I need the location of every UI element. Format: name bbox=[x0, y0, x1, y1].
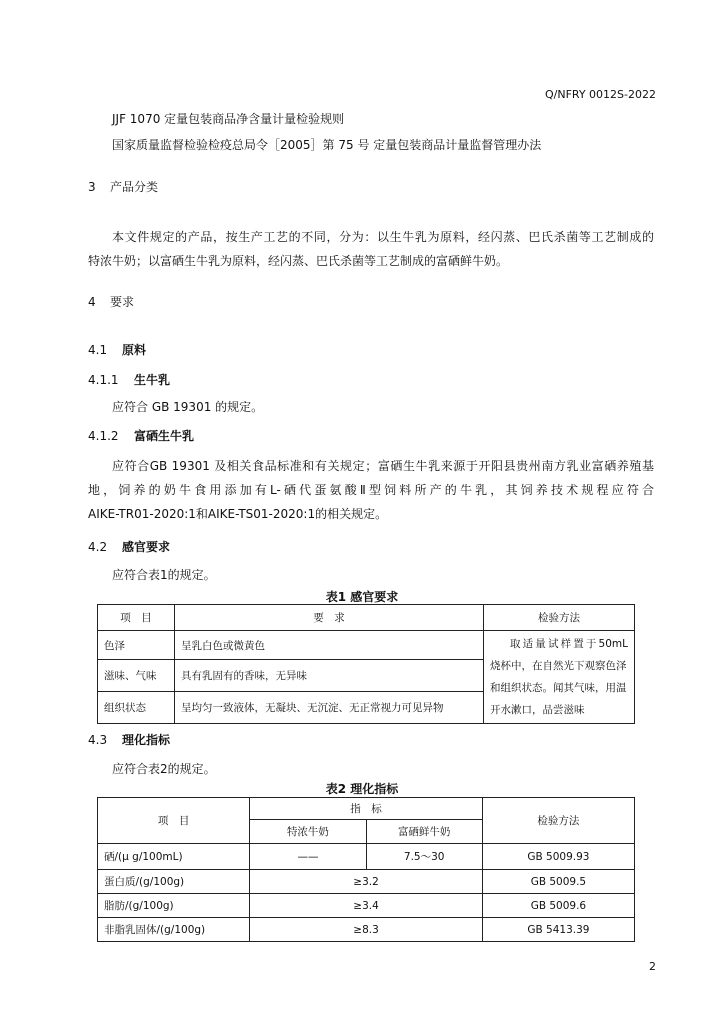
table-row bbox=[98, 870, 635, 894]
table2-value: —— bbox=[250, 844, 366, 870]
section-title: 产品分类 bbox=[110, 180, 159, 194]
section-3-para-line2: 特浓牛奶；以富硒生牛乳为原料，经闪蒸、巴氏杀菌等工艺制成的富硒鲜牛奶。 bbox=[88, 254, 509, 268]
table2-value: 7.5～30 bbox=[366, 844, 482, 870]
section-4-3-text: 应符合表2的规定。 bbox=[112, 762, 216, 776]
table1-method-line: 开水漱口，品尝滋味 bbox=[490, 704, 585, 716]
section-4-heading bbox=[88, 293, 134, 310]
section-title: 生牛乳 bbox=[134, 373, 171, 387]
table2-method: GB 5009.5 bbox=[482, 870, 634, 894]
table1-item: 滋味、气味 bbox=[98, 660, 175, 692]
table1-header-item: 项 目 bbox=[98, 605, 175, 631]
section-4-1-2-line2: 地，饲养的奶牛食用添加有L-硒代蛋氨酸Ⅱ型饲料所产的牛乳，其饲养技术规程应符合 bbox=[88, 483, 654, 497]
table1-header-requirement: 要 求 bbox=[175, 605, 484, 631]
table2-subheader-fuxi: 富硒鲜牛奶 bbox=[366, 820, 482, 844]
section-4-1-heading bbox=[88, 341, 146, 358]
section-3-para-line1: 本文件规定的产品，按生产工艺的不同，分为：以生牛乳为原料，经闪蒸、巴氏杀菌等工艺制成的 bbox=[112, 230, 654, 244]
section-4-2-text: 应符合表1的规定。 bbox=[112, 568, 216, 582]
section-number: 4.1.2 bbox=[88, 429, 119, 443]
section-number: 3 bbox=[88, 180, 96, 194]
section-title: 理化指标 bbox=[122, 733, 171, 747]
table1-method-line: 烧杯中，在自然光下观察色泽 bbox=[490, 660, 627, 672]
section-number: 4.1 bbox=[88, 343, 108, 357]
section-number: 4.3 bbox=[88, 733, 108, 747]
standard-number: Q/NFRY 0012S-2022 bbox=[544, 88, 656, 101]
table2-item: 蛋白质/(g/100g) bbox=[98, 870, 250, 894]
table2-item: 非脂乳固体/(g/100g) bbox=[98, 918, 250, 942]
section-4-1-2-heading bbox=[88, 427, 194, 444]
section-4-2-heading bbox=[88, 538, 170, 555]
table2-item: 硒/(μ g/100mL) bbox=[98, 844, 250, 870]
table2-value: ≥3.2 bbox=[250, 870, 483, 894]
table2-method: GB 5009.6 bbox=[482, 894, 634, 918]
section-title: 感官要求 bbox=[122, 540, 171, 554]
table-row bbox=[98, 894, 635, 918]
table2-caption: 表2 理化指标 bbox=[325, 782, 399, 796]
section-4-1-1-heading bbox=[88, 371, 170, 388]
section-number: 4.1.1 bbox=[88, 373, 119, 387]
section-number: 4.2 bbox=[88, 540, 108, 554]
table2-method: GB 5009.93 bbox=[482, 844, 634, 870]
reference-order-75: 国家质量监督检验检疫总局令［2005］第 75 号 定量包装商品计量监督管理办法 bbox=[112, 138, 542, 152]
table1-requirement: 呈均匀一致液体，无凝块、无沉淀、无正常视力可见异物 bbox=[175, 692, 484, 724]
table1-header-method: 检验方法 bbox=[484, 605, 635, 631]
table2-header-index: 指 标 bbox=[250, 798, 483, 820]
table1-method-line: 取适量试样置于50mL bbox=[510, 638, 628, 650]
section-4-3-heading bbox=[88, 731, 170, 748]
table2-value: ≥3.4 bbox=[250, 894, 483, 918]
table2-header-row bbox=[98, 798, 635, 820]
section-title: 富硒生牛乳 bbox=[134, 429, 195, 443]
reference-jjf1070: JJF 1070 定量包装商品净含量计量检验规则 bbox=[112, 112, 345, 126]
table2-item: 脂肪/(g/100g) bbox=[98, 894, 250, 918]
table1-requirement: 具有乳固有的香味，无异味 bbox=[175, 660, 484, 692]
table2-subheader-tenong: 特浓牛奶 bbox=[250, 820, 366, 844]
table2-method: GB 5413.39 bbox=[482, 918, 634, 942]
table-row bbox=[98, 918, 635, 942]
table1-method-line: 和组织状态。闻其气味，用温 bbox=[490, 682, 627, 694]
table1-requirement: 呈乳白色或微黄色 bbox=[175, 631, 484, 660]
table1-item: 色泽 bbox=[98, 631, 175, 660]
table2-header-method: 检验方法 bbox=[482, 798, 634, 844]
section-title: 原料 bbox=[122, 343, 147, 357]
section-3-heading bbox=[88, 178, 158, 195]
table1-method-cell bbox=[484, 631, 635, 724]
table1-sensory bbox=[97, 604, 635, 724]
page-number: 2 bbox=[649, 960, 656, 973]
section-4-1-2-line3: AIKE-TR01-2020:1和AIKE-TS01-2020:1的相关规定。 bbox=[88, 507, 388, 521]
table1-item: 组织状态 bbox=[98, 692, 175, 724]
section-4-1-2-line1: 应符合GB 19301 及相关食品标准和有关规定；富硒生牛乳来源于开阳县贵州南方乳业富硒养殖基 bbox=[112, 459, 654, 473]
table1-header-row bbox=[98, 605, 635, 631]
table2-value: ≥8.3 bbox=[250, 918, 483, 942]
table1-caption: 表1 感官要求 bbox=[325, 590, 399, 604]
section-title: 要求 bbox=[110, 295, 135, 309]
table-row bbox=[98, 631, 635, 660]
section-number: 4 bbox=[88, 295, 96, 309]
table2-physicochemical bbox=[97, 797, 635, 942]
table-row bbox=[98, 844, 635, 870]
table2-header-item: 项 目 bbox=[98, 798, 250, 844]
section-4-1-1-text: 应符合 GB 19301 的规定。 bbox=[112, 400, 264, 414]
